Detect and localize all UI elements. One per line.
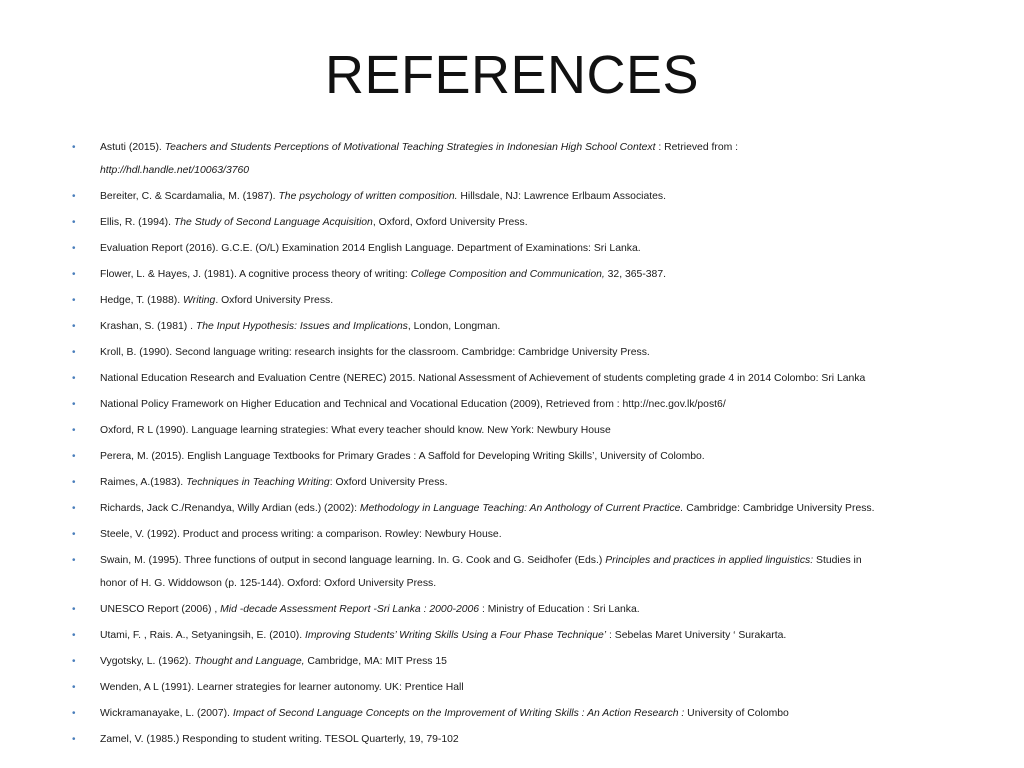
reference-item: [70, 445, 985, 468]
reference-item: [70, 341, 985, 364]
reference-item: [70, 419, 985, 442]
reference-title: Improving Students’ Writing Skills Using a Four Phase Technique’: [305, 630, 607, 641]
reference-item: [70, 650, 985, 673]
reference-item: [70, 393, 985, 416]
reference-text: Oxford, R L (1990). Language learning strategies: What every teacher should know. New York: Newbury House: [100, 425, 611, 436]
reference-text: : Ministry of Education : Sri Lanka.: [479, 604, 640, 615]
reference-list: [70, 136, 985, 754]
reference-text: Kroll, B. (1990). Second language writing: research insights for the classroom. Cambridge: Cambridge University Press.: [100, 347, 650, 358]
reference-text: Wickramanayake, L. (2007).: [100, 708, 233, 719]
reference-text: Evaluation Report (2016). G.C.E. (O/L) Examination 2014 English Language. Department of Examinations: Sri Lanka.: [100, 243, 641, 254]
bullet-icon: •: [72, 630, 76, 641]
reference-text: Utami, F. , Rais. A., Setyaningsih, E. (2010).: [100, 630, 306, 641]
reference-text: Studies in: [813, 555, 862, 566]
reference-text: Swain, M. (1995). Three functions of output in second language learning. In. G. Cook and G. Seidhofer (Eds.): [100, 555, 606, 566]
reference-title: The psychology of written composition.: [278, 191, 458, 202]
bullet-icon: •: [72, 373, 76, 384]
reference-title: Thought and Language,: [194, 656, 305, 667]
reference-text: Astuti (2015).: [100, 142, 165, 153]
reference-text: : Retrieved from :: [655, 142, 739, 153]
bullet-icon: •: [72, 321, 76, 332]
reference-title: College Composition and Communication,: [410, 269, 605, 280]
bullet-icon: •: [72, 604, 76, 615]
reference-title: Methodology in Language Teaching: An Anthology of Current Practice.: [359, 503, 684, 514]
reference-text: UNESCO Report (2006) ,: [100, 604, 221, 615]
reference-item: [70, 702, 985, 725]
reference-title: Mid -decade Assessment Report -Sri Lanka : 2000-2006: [220, 604, 480, 615]
reference-text: : Sebelas Maret University ‘ Surakarta.: [606, 630, 787, 641]
bullet-icon: •: [72, 656, 76, 667]
bullet-icon: •: [72, 529, 76, 540]
reference-item: [70, 624, 985, 647]
reference-text: Hillsdale, NJ: Lawrence Erlbaum Associates.: [457, 191, 666, 202]
reference-title: Impact of Second Language Concepts on the Improvement of Writing Skills : An Action Research :: [232, 708, 685, 719]
reference-text: Hedge, T. (1988).: [100, 295, 183, 306]
bullet-icon: •: [72, 191, 76, 202]
bullet-icon: •: [72, 243, 76, 254]
reference-text: Ellis, R. (1994).: [100, 217, 174, 228]
reference-title: Teachers and Students Perceptions of Motivational Teaching Strategies in Indonesian High School Context: [164, 142, 656, 153]
reference-text: Flower, L. & Hayes, J. (1981). A cognitive process theory of writing:: [100, 269, 411, 280]
reference-item: [70, 549, 985, 595]
reference-text: : Oxford University Press.: [329, 477, 448, 488]
bullet-icon: •: [72, 477, 76, 488]
reference-text: Zamel, V. (1985.) Responding to student writing. TESOL Quarterly, 19, 79-102: [100, 734, 459, 745]
reference-item: [70, 728, 985, 751]
reference-text: , London, Longman.: [407, 321, 501, 332]
page-title: REFERENCES: [324, 45, 700, 105]
reference-text: Cambridge: Cambridge University Press.: [683, 503, 875, 514]
reference-text: Krashan, S. (1981) .: [100, 321, 196, 332]
reference-title: Principles and practices in applied linguistics:: [605, 555, 814, 566]
reference-title: Techniques in Teaching Writing: [186, 477, 330, 488]
reference-item: [70, 367, 985, 390]
reference-item: [70, 497, 985, 520]
reference-item: [70, 263, 985, 286]
reference-text: , Oxford, Oxford University Press.: [372, 217, 528, 228]
reference-text: Raimes, A.(1983).: [100, 477, 187, 488]
reference-text: Vygotsky, L. (1962).: [100, 656, 195, 667]
reference-text: honor of H. G. Widdowson (p. 125-144). Oxford: Oxford University Press.: [100, 578, 437, 589]
reference-item: [70, 185, 985, 208]
reference-item: [70, 315, 985, 338]
reference-item: [70, 598, 985, 621]
reference-title: The Study of Second Language Acquisition: [173, 217, 373, 228]
reference-title: Writing: [182, 295, 216, 306]
bullet-icon: •: [72, 425, 76, 436]
bullet-icon: •: [72, 503, 76, 514]
reference-text: National Policy Framework on Higher Education and Technical and Vocational Education (2009), Retrieved from : http://nec.gov.lk/post6/: [100, 399, 726, 410]
reference-item: [70, 237, 985, 260]
bullet-icon: •: [72, 451, 76, 462]
reference-text: . Oxford University Press.: [215, 295, 334, 306]
reference-item: [70, 136, 985, 182]
bullet-icon: •: [72, 142, 76, 153]
bullet-icon: •: [72, 734, 76, 745]
bullet-icon: •: [72, 399, 76, 410]
reference-text: Richards, Jack C./Renandya, Willy Ardian (eds.) (2002):: [100, 503, 360, 514]
reference-link: http://hdl.handle.net/10063/3760: [100, 165, 250, 176]
reference-text: Wenden, A L (1991). Learner strategies for learner autonomy. UK: Prentice Hall: [100, 682, 464, 693]
reference-item: [70, 471, 985, 494]
reference-item: [70, 676, 985, 699]
bullet-icon: •: [72, 708, 76, 719]
reference-text: Cambridge, MA: MIT Press 15: [304, 656, 447, 667]
reference-text: Bereiter, C. & Scardamalia, M. (1987).: [100, 191, 279, 202]
reference-text: University of Colombo: [684, 708, 789, 719]
bullet-icon: •: [72, 217, 76, 228]
reference-item: [70, 211, 985, 234]
reference-text: 32, 365-387.: [604, 269, 667, 280]
bullet-icon: •: [72, 555, 76, 566]
bullet-icon: •: [72, 682, 76, 693]
bullet-icon: •: [72, 269, 76, 280]
bullet-icon: •: [72, 295, 76, 306]
reference-item: [70, 289, 985, 312]
reference-text: Perera, M. (2015). English Language Textbooks for Primary Grades : A Saffold for Developing Writing Skills’, University of Colombo.: [100, 451, 705, 462]
reference-title: The Input Hypothesis: Issues and Implications: [195, 321, 408, 332]
bullet-icon: •: [72, 347, 76, 358]
reference-text: Steele, V. (1992). Product and process writing: a comparison. Rowley: Newbury House.: [100, 529, 502, 540]
reference-item: [70, 523, 985, 546]
reference-text: National Education Research and Evaluation Centre (NEREC) 2015. National Assessment of Achievement of students completing grade 4 in 2014 Colombo: Sri Lanka: [100, 373, 866, 384]
